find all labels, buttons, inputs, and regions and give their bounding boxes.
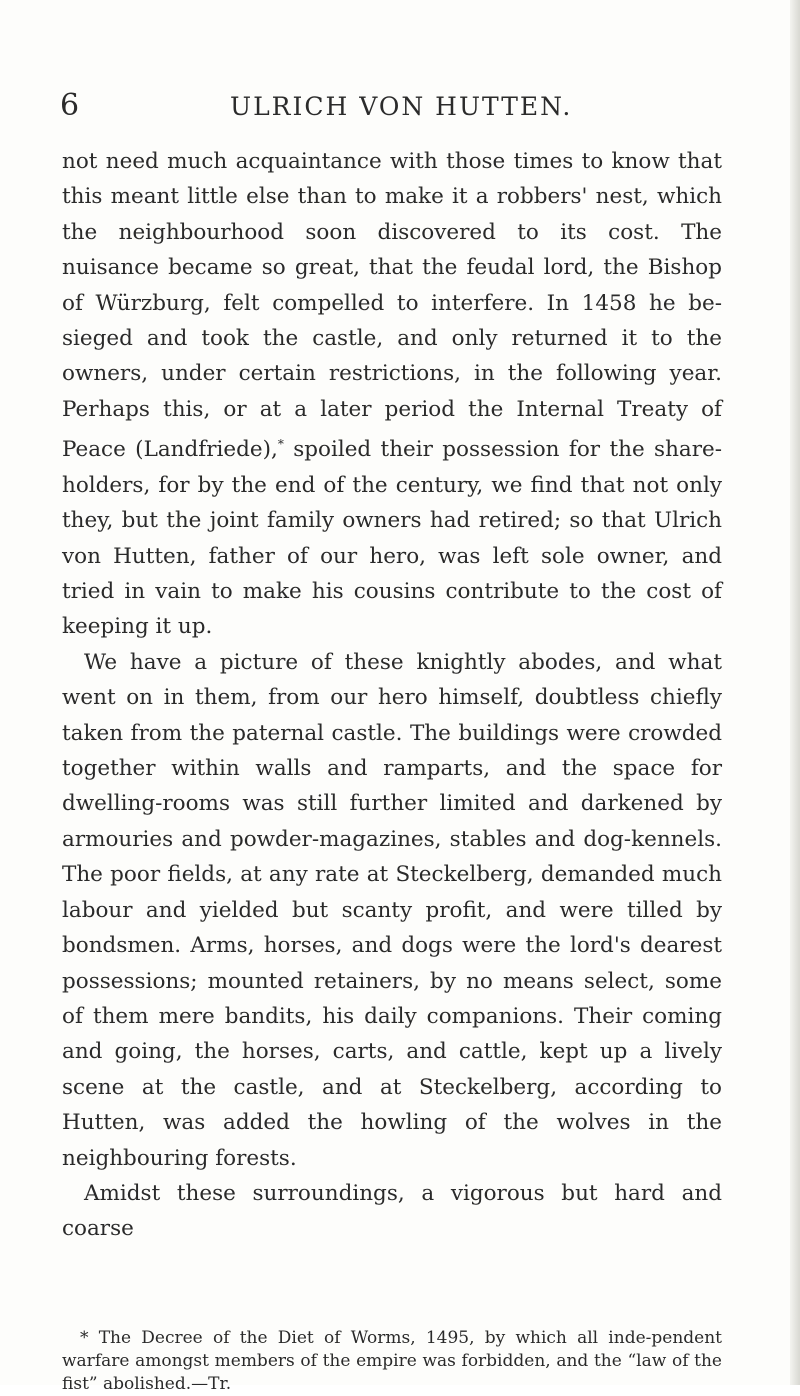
paragraph-3: Amidst these surroundings, a vigorous but hard and coarse — [62, 1180, 722, 1242]
running-title: ULRICH VON HUTTEN. — [230, 92, 573, 121]
page-header — [60, 88, 740, 128]
body-text — [62, 144, 722, 1247]
paragraph-2: We have a picture of these knightly abodes, and what went on in them, from our hero himself, doubtless chiefly taken from the paternal castle. The buildings were crowded together within walls and ramparts, and the space for dwelling-rooms was still further limited and darkened by armouries and powder-magazines, stables and dog-kennels. The poor fields, at any rate at Steckelberg, demanded much labour and yielded but scanty profit, and were tilled by bondsmen. Arms, horses, and dogs were the lord's dearest possessions; mounted retainers, by no means select, some of them mere bandits, his daily companions. Their coming and going, the horses, carts, and cattle, kept up a lively scene at the castle, and at Steckelberg, according to Hutten, was added the howling of the wolves in the neighbouring forests. — [62, 649, 722, 1171]
footnote — [62, 1327, 722, 1396]
footnote-marker: * — [277, 437, 284, 452]
page-number: 6 — [60, 88, 80, 123]
paragraph-1-text: not need much acquaintance with those times to know that this meant little else than to make it a robbers' nest, which the neighbourhood soon discovered to its cost. The nuisance became so great, that the feudal lord, the Bishop of Würzburg, felt compelled to interfere. In 1458 he be-sieged and took the castle, and only returned it to the owners, under certain restrictions, in the following year. Perhaps this, or at a later period the Internal Treaty of Peace (Landfriede), — [62, 149, 722, 463]
paragraph-1-continuation: spoiled their possession for the share-holders, for by the end of the century, we find that not only they, but the joint family owners had retired; so that Ulrich von Hutten, father of our hero, was left sole owner, and tried in vain to make his cousins contribute to the cost of keeping it up. — [62, 437, 723, 640]
footnote-text: * The Decree of the Diet of Worms, 1495, by which all inde-pendent warfare amongst members of the empire was forbidden, and the “law of the fist” abolished.—Tr. — [62, 1328, 722, 1394]
paragraph-1 — [62, 144, 722, 645]
page-edge-shadow — [790, 0, 800, 1385]
